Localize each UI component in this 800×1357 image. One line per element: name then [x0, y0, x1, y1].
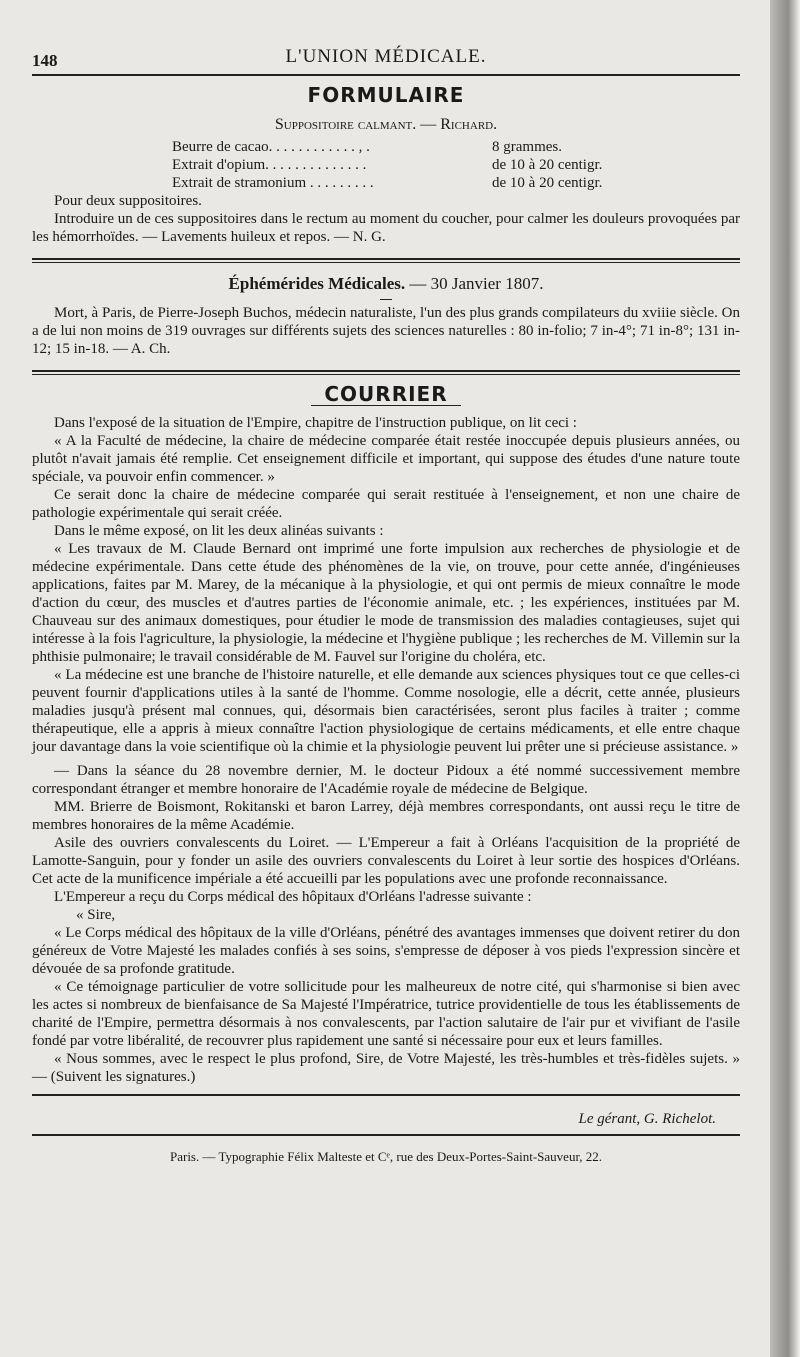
ingredient-row: [172, 174, 632, 192]
journal-title: L'UNION MÉDICALE.: [285, 46, 487, 67]
paragraph: « A la Faculté de médecine, la chaire de médecine comparée était restée inoccupée depuis plusieurs années, ou plutôt n'avait jamais été remplie. Cet enseignement difficile et important, qui suppose des études d'une nature toute spéciale, va pouvoir enfin commencer. »: [32, 433, 740, 485]
formulaire-heading: FORMULAIRE: [307, 83, 465, 107]
section-rule: [32, 258, 740, 260]
courrier-heading: COURRIER: [324, 382, 448, 406]
paragraph: « Ce témoignage particulier de votre sollicitude pour les malheureux de notre cité, qui s'harmonise si bien avec les actes si nombreux de bienfaisance de Sa Majesté l'Impératrice, tutrice providentielle de tous les établissements de charité de l'Empire, permettra désormais à nos convalescents, par l'action salutaire de l'air pur et vivifiant de l'asile fondé par votre libéralité, de recouvrer plus rapidement une santé si nécessaire pour eux et leurs familles.: [32, 979, 740, 1049]
section-rule-thin: [32, 374, 740, 375]
running-header: [32, 40, 740, 68]
header-rule: [32, 74, 740, 76]
ephemerides-text: Mort, à Paris, de Pierre-Joseph Buchos, médecin naturaliste, l'un des plus grands compilateurs du xviiie siècle. On a de lui non moins de 319 ouvrages sur différents sujets des sciences naturelles : 80 in-folio; 7 in-4°; 71 in-8°; 131 in-12; 15 in-18. — A. Ch.: [32, 305, 740, 357]
ingredient-dose: de 10 à 20 centigr.: [492, 157, 603, 173]
ephemerides-title-main: Éphémérides Médicales.: [228, 274, 406, 293]
paragraph: Dans l'exposé de la situation de l'Empire, chapitre de l'instruction publique, on lit ceci :: [54, 415, 577, 431]
paragraph: Dans le même exposé, on lit les deux alinéas suivants :: [54, 523, 384, 539]
paragraph: — Dans la séance du 28 novembre dernier, M. le docteur Pidoux a été nommé successivement membre correspondant étranger et membre honoraire de l'Académie royale de médecine de Belgique.: [32, 763, 740, 797]
ingredient-name: Beurre de cacao. . . . . . . . . . . . , .: [172, 139, 370, 155]
ingredient-name: Extrait de stramonium . . . . . . . . .: [172, 175, 374, 191]
ephemerides-title-date: — 30 Janvier 1807.: [405, 274, 544, 293]
page-edge: [770, 0, 800, 1357]
page-number: 148: [32, 51, 58, 70]
footer-rule: [32, 1094, 740, 1096]
ingredient-name: Extrait d'opium. . . . . . . . . . . . . .: [172, 157, 367, 173]
paragraph: « Le Corps médical des hôpitaux de la ville d'Orléans, pénétré des avantages immenses que doivent retirer du don généreux de Votre Majesté les malades confiés à ses soins, s'empresse de déposer à vos pieds l'expression sincère et dévouée de sa profonde gratitude.: [32, 925, 740, 977]
formulaire-subtitle: Suppositoire calmant. — Richard.: [274, 116, 498, 133]
paragraph: MM. Brierre de Boismont, Rokitanski et baron Larrey, déjà membres correspondants, ont aussi reçu le titre de membres honoraires de la même Académie.: [32, 799, 740, 833]
paragraph: L'Empereur a reçu du Corps médical des hôpitaux d'Orléans l'adresse suivante :: [54, 889, 532, 905]
ingredient-dose: 8 grammes.: [492, 139, 562, 155]
ingredient-dose: de 10 à 20 centigr.: [492, 175, 603, 191]
section-rule-thin: [32, 262, 740, 263]
ingredient-list: [172, 138, 632, 192]
courrier-body: [32, 414, 740, 1086]
imprint: Paris. — Typographie Félix Malteste et Cᵉ, rue des Deux-Portes-Saint-Sauveur, 22.: [169, 1149, 603, 1164]
section-rule: [32, 370, 740, 372]
formulaire-instructions: Introduire un de ces suppositoires dans le rectum au moment du coucher, pour calmer les douleurs provoquées par les hémorrhoïdes. — Lavements huileux et repos. — N. G.: [32, 211, 740, 245]
ephemerides-title: [32, 275, 740, 293]
paragraph: « La médecine est une branche de l'histoire naturelle, et elle demande aux sciences physiques tout ce que celles-ci peuvent fournir d'applications utiles à la santé de l'homme. Comme nosologie, elle a décrit, cette année, plusieurs maladies jusqu'à présent mal connues, qui, désormais bien caractérisées, seront plus faciles à traiter ; comme thérapeutique, elle a appris à mieux connaître l'action physiologique de certains médicaments, et elle entre chaque jour davantage dans la voie scientifique où la chimie et la physiologie peuvent lui prêter une si précieuse assistance. »: [32, 667, 740, 755]
formulaire-pour: Pour deux suppositoires.: [54, 193, 202, 209]
ingredient-row: [172, 138, 632, 156]
paragraph: Asile des ouvriers convalescents du Loiret. — L'Empereur a fait à Orléans l'acquisition de la propriété de Lamotte-Sanguin, pour y fonder un asile des ouvriers convalescents du Loiret à leur sortie des hospices d'Orléans. Cet acte de la munificence impériale a été accueilli par les populations avec une profonde reconnaissance.: [32, 835, 740, 887]
ingredient-row: [172, 156, 632, 174]
imprint-rule: [32, 1134, 740, 1136]
paragraph: « Nous sommes, avec le respect le plus profond, Sire, de Votre Majesté, les très-humbles et très-fidèles sujets. » — (Suivent les signatures.): [32, 1051, 740, 1085]
paragraph: « Les travaux de M. Claude Bernard ont imprimé une forte impulsion aux recherches de physiologie et de médecine expérimentale. Dans cette étude des phénomènes de la vie, on trouve, pour cette année, d'ingénieuses applications, faites par M. Marey, de la mécanique à la physiologie, et qui ont permis de mieux connaître le mode d'action du cœur, des muscles et d'autres parties de l'économie animale, etc. ; les expériences, instituées par M. Chauveau sur des animaux domestiques, pour étudier le mode de transmission des maladies contagieuses, sujet qui intéresse à la fois l'agriculture, la physiologie, la médecine et l'hygiène publique ; les recherches de M. Villemin sur la phthisie pulmonaire; le travail considérable de M. Fauvel sur l'origine du choléra, etc.: [32, 541, 740, 665]
tiny-rule: [380, 299, 392, 300]
paragraph: Ce serait donc la chaire de médecine comparée qui serait restituée à l'enseignement, et non une chaire de pathologie expérimentale qui serait créée.: [32, 487, 740, 521]
paragraph: « Sire,: [76, 907, 116, 923]
signature: Le gérant, G. Richelot.: [578, 1111, 716, 1127]
